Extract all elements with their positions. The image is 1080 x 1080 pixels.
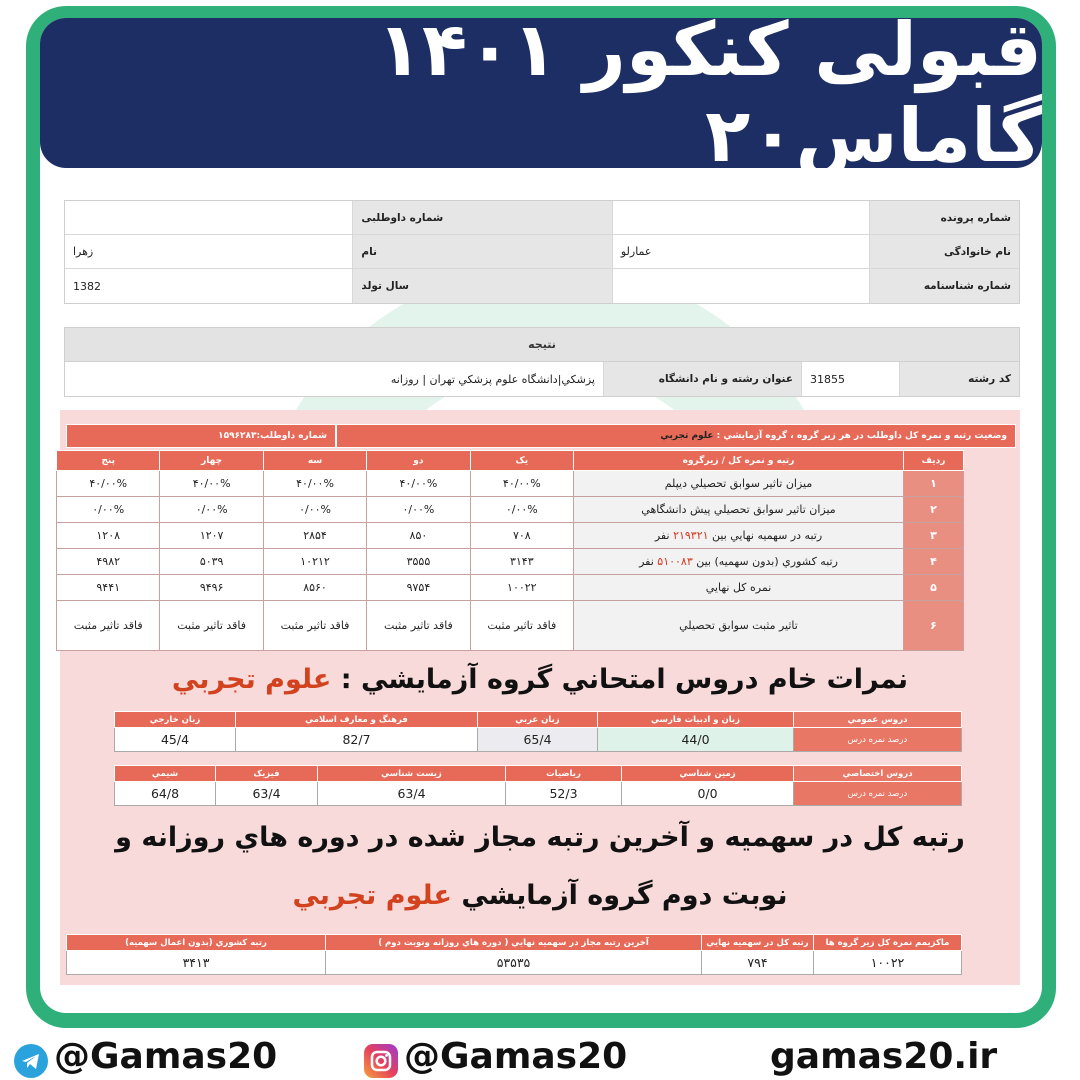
result-header: نتيجه	[65, 328, 1019, 362]
row-description	[574, 549, 904, 575]
rank-table-header	[57, 451, 964, 471]
table-cell: ۰/۰۰%	[367, 497, 470, 523]
row-description: تاثير مثبت سوابق تحصيلي	[574, 601, 904, 651]
desc-text: نفر	[639, 555, 654, 568]
desc-text: رتبه در سهميه نهايي بين	[712, 529, 823, 542]
status-group: علوم تجربي	[660, 431, 714, 441]
score-cell: 65/4	[478, 728, 598, 752]
table-row	[57, 523, 964, 549]
row-index: ۴	[904, 549, 964, 575]
table-cell: ۰/۰۰%	[470, 497, 573, 523]
table-cell: ۱۲۰۸	[57, 523, 160, 549]
final-rank-headline-text: نوبت دوم گروه آزمايشي	[461, 880, 788, 911]
table-cell: فاقد تاثير مثبت	[263, 601, 366, 651]
candidate-number-cell: شماره داوطلب:۱۵۹۶۲۸۳	[66, 424, 336, 448]
raw-scores-headline-group: علوم تجربي	[171, 664, 332, 695]
raw-scores-headline-text: نمرات خام دروس امتحاني گروه آزمايشي :	[340, 664, 909, 695]
row-description: ميزان تاثير سوابق تحصيلي پيش دانشگاهي	[574, 497, 904, 523]
desc-text: رتبه كشوري (بدون سهميه) بين	[696, 555, 838, 568]
major-title-value: پزشكي|دانشگاه علوم پزشكي تهران | روزانه	[65, 362, 603, 396]
result-panel	[64, 327, 1020, 397]
major-code-label: كد رشته	[899, 362, 1019, 396]
final-rank-headline-line1: رتبه كل در سهميه و آخرين رتبه مجاز شده در دوره هاي روزانه و	[115, 822, 965, 853]
form-row	[65, 201, 1019, 235]
table-cell: ۰/۰۰%	[160, 497, 263, 523]
table-cell: ۴۹۸۲	[57, 549, 160, 575]
birth-year-label: سال تولد	[352, 269, 611, 303]
table-cell: ۴۰/۰۰%	[367, 471, 470, 497]
side-label: درصد نمره درس	[794, 782, 962, 806]
score-cell: 63/4	[216, 782, 318, 806]
rank-table	[56, 450, 964, 651]
footer	[0, 1030, 1080, 1080]
col-header: يک	[470, 451, 573, 471]
telegram-icon[interactable]	[14, 1044, 48, 1078]
desc-number: ۵۱۰۰۸۳	[657, 555, 693, 568]
table-cell: ۴۰/۰۰%	[470, 471, 573, 497]
major-title-label: عنوان رشته و نام دانشگاه	[603, 362, 801, 396]
col-header: دو	[367, 451, 470, 471]
form-row	[65, 269, 1019, 303]
candidate-number-value	[65, 201, 352, 234]
table-cell: ۰/۰۰%	[263, 497, 366, 523]
final-rank-table	[66, 934, 962, 975]
file-number-value	[612, 201, 869, 234]
table-row	[57, 549, 964, 575]
instagram-handle[interactable]: @Gamas20	[404, 1036, 628, 1077]
rank-cell: ۱۰۰۲۲	[814, 951, 962, 975]
candidate-number-label: شماره داوطلبی	[352, 201, 611, 234]
col-header: چهار	[160, 451, 263, 471]
score-cell: 45/4	[115, 728, 236, 752]
table-cell: فاقد تاثير مثبت	[470, 601, 573, 651]
table-cell: ۴۰/۰۰%	[57, 471, 160, 497]
website-link[interactable]: gamas20.ir	[770, 1036, 998, 1077]
table-row	[57, 497, 964, 523]
final-rank-headline-group: علوم تجربي	[292, 880, 452, 911]
score-cell: 52/3	[506, 782, 622, 806]
row-index: ۶	[904, 601, 964, 651]
table-row	[57, 601, 964, 651]
score-cell: 0/0	[622, 782, 794, 806]
table-cell: ۳۵۵۵	[367, 549, 470, 575]
id-number-value	[612, 269, 869, 303]
col-header: ماكزيمم نمره كل زير گروه ها	[814, 935, 962, 951]
table-cell: ۱۲۰۷	[160, 523, 263, 549]
score-cell: 44/0	[598, 728, 794, 752]
final-rank-headline-line2	[60, 880, 1020, 911]
desc-number: ۲۱۹۳۲۱	[673, 529, 709, 542]
specialized-scores-table	[114, 765, 962, 806]
table-cell: ۴۰/۰۰%	[160, 471, 263, 497]
table-cell: ۸۵۰	[367, 523, 470, 549]
rank-cell: ۵۳۵۳۵	[326, 951, 702, 975]
row-index: ۵	[904, 575, 964, 601]
col-header: آخرين رتبه مجاز در سهميه نهايي ( دوره هاي روزانه ونوبت دوم )	[326, 935, 702, 951]
row-index: ۲	[904, 497, 964, 523]
col-header: شيمي	[115, 766, 216, 782]
col-header: زبان خارجي	[115, 712, 236, 728]
banner-title: قبولی کنکور ۱۴۰۱ گاماس۲۰	[376, 7, 1042, 179]
file-number-label: شماره پرونده	[869, 201, 1019, 234]
birth-year-value: 1382	[65, 269, 352, 303]
status-title-cell	[336, 424, 1016, 448]
score-cell: 63/4	[318, 782, 506, 806]
table-cell: ۰/۰۰%	[57, 497, 160, 523]
col-header: زمين شناسي	[622, 766, 794, 782]
first-name-label: نام	[352, 235, 611, 268]
col-header: پنج	[57, 451, 160, 471]
col-header: رتبه كشوري (بدون اعمال سهميه)	[67, 935, 326, 951]
table-cell: ۹۷۵۴	[367, 575, 470, 601]
col-header: رياضيات	[506, 766, 622, 782]
side-header: دروس اختصاصي	[794, 766, 962, 782]
last-name-value: عمارلو	[612, 235, 869, 268]
col-header: رتبه و نمره كل / زيرگروه	[574, 451, 904, 471]
side-label: درصد نمره درس	[794, 728, 962, 752]
result-row	[65, 362, 1019, 396]
col-header: زبان عربي	[478, 712, 598, 728]
table-cell: ۱۰۲۱۲	[263, 549, 366, 575]
table-cell: ۹۴۴۱	[57, 575, 160, 601]
score-cell: 82/7	[236, 728, 478, 752]
first-name-value: زهرا	[65, 235, 352, 268]
table-cell: ۲۸۵۴	[263, 523, 366, 549]
row-description	[574, 523, 904, 549]
side-header: دروس عمومي	[794, 712, 962, 728]
col-header: رتبه كل در سهميه نهايي	[702, 935, 814, 951]
table-cell: ۳۱۴۳	[470, 549, 573, 575]
final-rank-row	[67, 951, 962, 975]
last-name-label: نام خانوادگی	[869, 235, 1019, 268]
final-rank-header	[67, 935, 962, 951]
major-code-value: 31855	[801, 362, 899, 396]
table-cell: فاقد تاثير مثبت	[57, 601, 160, 651]
row-index: ۳	[904, 523, 964, 549]
status-title: وضعيت رتبه و نمره كل داوطلب در هر زير گروه ، گروه آزمايشي :	[716, 431, 1007, 441]
desc-text: نفر	[654, 529, 670, 542]
col-header: فيزيک	[216, 766, 318, 782]
instagram-icon[interactable]	[364, 1044, 398, 1078]
table-cell: ۱۰۰۲۲	[470, 575, 573, 601]
form-row	[65, 235, 1019, 269]
title-banner	[40, 7, 1042, 179]
score-cell: 64/8	[115, 782, 216, 806]
table-row	[57, 471, 964, 497]
table-cell: ۹۴۹۶	[160, 575, 263, 601]
specialized-scores-row	[115, 782, 962, 806]
col-header: رديف	[904, 451, 964, 471]
rank-status-header	[66, 424, 1016, 448]
col-header: زبان و ادبيات فارسي	[598, 712, 794, 728]
col-header: سه	[263, 451, 366, 471]
row-index: ۱	[904, 471, 964, 497]
id-number-label: شماره شناسنامه	[869, 269, 1019, 303]
candidate-info-form	[64, 200, 1020, 304]
table-cell: فاقد تاثير مثبت	[160, 601, 263, 651]
col-header: زيست شناسي	[318, 766, 506, 782]
specialized-scores-header	[115, 766, 962, 782]
table-row	[57, 575, 964, 601]
general-scores-row	[115, 728, 962, 752]
telegram-handle[interactable]: @Gamas20	[54, 1036, 278, 1077]
col-header: فرهنگ و معارف اسلامي	[236, 712, 478, 728]
table-cell: ۴۰/۰۰%	[263, 471, 366, 497]
general-scores-table	[114, 711, 962, 752]
general-scores-header	[115, 712, 962, 728]
table-cell: فاقد تاثير مثبت	[367, 601, 470, 651]
table-cell: ۷۰۸	[470, 523, 573, 549]
rank-cell: ۷۹۴	[702, 951, 814, 975]
table-cell: ۵۰۳۹	[160, 549, 263, 575]
row-description: ميزان تاثير سوابق تحصيلي ديپلم	[574, 471, 904, 497]
row-description: نمره كل نهايي	[574, 575, 904, 601]
raw-scores-headline	[60, 664, 1020, 695]
table-cell: ۸۵۶۰	[263, 575, 366, 601]
rank-cell: ۳۴۱۳	[67, 951, 326, 975]
